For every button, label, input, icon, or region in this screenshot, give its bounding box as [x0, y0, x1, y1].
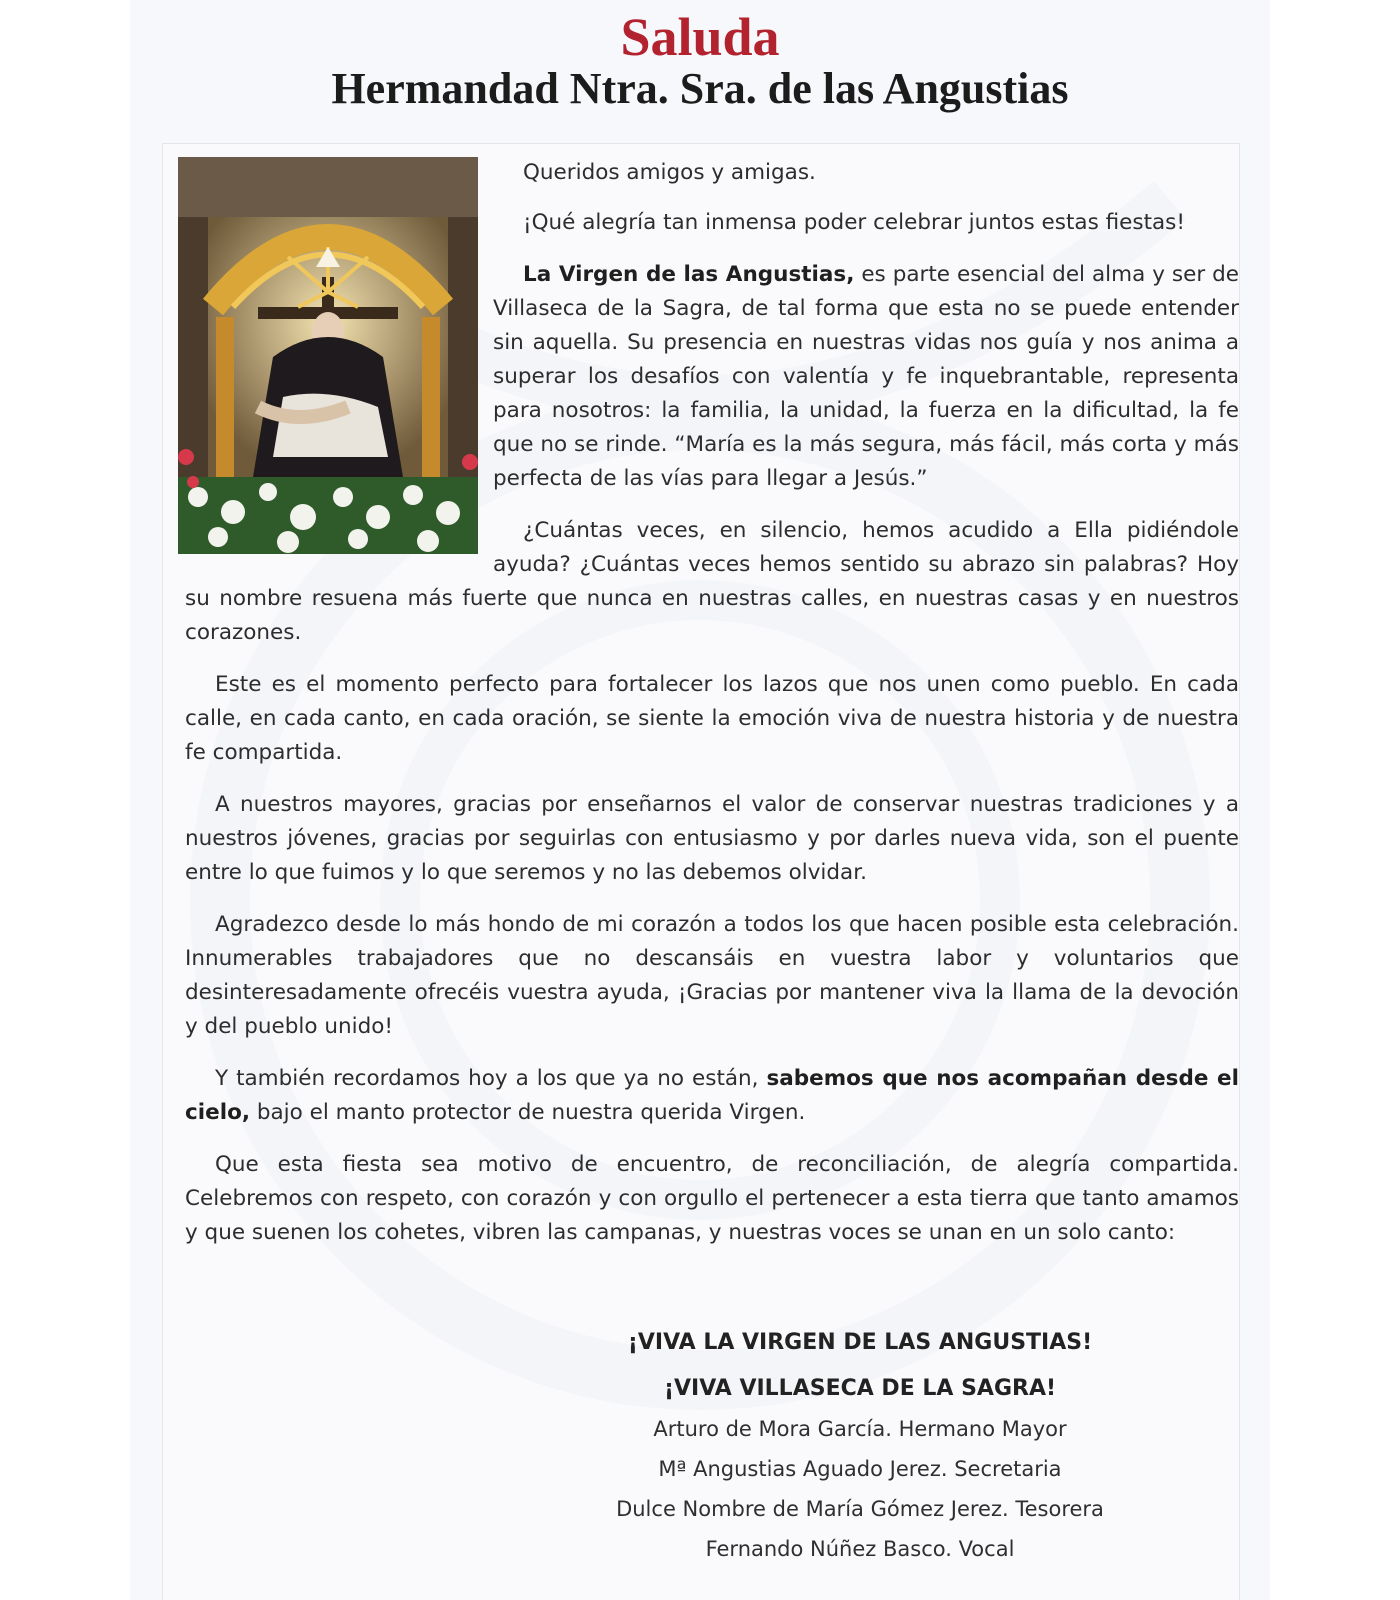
viva-village: ¡VIVA VILLASECA DE LA SAGRA! [663, 1376, 1057, 1401]
greeting: Queridos amigos y amigas. [523, 160, 816, 185]
letter-body [185, 156, 1239, 1268]
paragraph-memory-end: bajo el manto protector de nuestra querida Virgen. [250, 1100, 806, 1125]
page-subtitle: Hermandad Ntra. Sra. de las Angustias [331, 64, 1069, 113]
paragraph-memory-start: Y también recordamos hoy a los que ya no están, [215, 1066, 767, 1091]
paragraph-thanks: Agradezco desde lo más hondo de mi corazón a todos los que hacen posible esta celebración. Innumerables trabajadores que no descansáis en vuestra labor y voluntarios que desinteresadamente ofrecéis vuestra ayuda, ¡Gracias por mantener viva la llama de la devoción y del pueblo unido! [185, 912, 1239, 1039]
signature-secretary: Mª Angustias Aguado Jerez. Secretaria [658, 1457, 1062, 1481]
signature-treasurer: Dulce Nombre de María Gómez Jerez. Tesorera [616, 1497, 1104, 1521]
photo-spacer [185, 156, 493, 568]
paragraph-memory-bold: sabemos que nos acompañan desde el cielo, [185, 1066, 1239, 1125]
paragraph-elders: A nuestros mayores, gracias por enseñarnos el valor de conservar nuestras tradiciones y a nuestros jóvenes, gracias por seguirlas con entusiasmo y por darles nueva vida, son el puente entre lo que fuimos y lo que seremos y no las debemos olvidar. [185, 792, 1239, 885]
signature-president: Arturo de Mora García. Hermano Mayor [653, 1417, 1067, 1441]
paragraph-virgin-bold: La Virgen de las Angustias, [523, 262, 855, 287]
paragraph-memory [185, 1062, 1239, 1130]
paragraph-virgin-text: es parte esencial del alma y ser de Villaseca de la Sagra, de tal forma que esta no se puede entender sin aquella. Su presencia en nuestras vidas nos guía y nos anima a superar los desafíos con valentía y fe inquebrantable, representa para nosotros: la familia, la unidad, la fuerza en la dificultad, la fe que no se rinde. “María es la más segura, más fácil, más corta y más perfecta de las vías para llegar a Jesús.” [493, 262, 1239, 491]
closing-block [480, 1328, 1240, 1564]
paragraph-celebrate: Que esta fiesta sea motivo de encuentro, de reconciliación, de alegría compartida. Celebremos con respeto, con corazón y con orgullo el pertenecer a esta tierra que tanto amamos y que suenen los cohetes, vibren las campanas, y nuestras voces se unan en un solo canto: [185, 1152, 1239, 1245]
joy-line: ¡Qué alegría tan inmensa poder celebrar juntos estas fiestas! [523, 210, 1185, 235]
paragraph-silence: ¿Cuántas veces, en silencio, hemos acudido a Ella pidiéndole ayuda? ¿Cuántas veces hemos sentido su abrazo sin palabras? Hoy su nombre resuena más fuerte que nunca en nuestras calles, en nuestras casas y en nuestros corazones. [185, 518, 1239, 645]
viva-virgin: ¡VIVA LA VIRGEN DE LAS ANGUSTIAS! [627, 1330, 1093, 1355]
page [130, 0, 1270, 1600]
paragraph-moment: Este es el momento perfecto para fortalecer los lazos que nos unen como pueblo. En cada calle, en cada canto, en cada oración, se siente la emoción viva de nuestra historia y de nuestra fe compartida. [185, 672, 1239, 765]
signature-vocal: Fernando Núñez Basco. Vocal [705, 1537, 1015, 1561]
page-title: Saluda [620, 7, 780, 67]
